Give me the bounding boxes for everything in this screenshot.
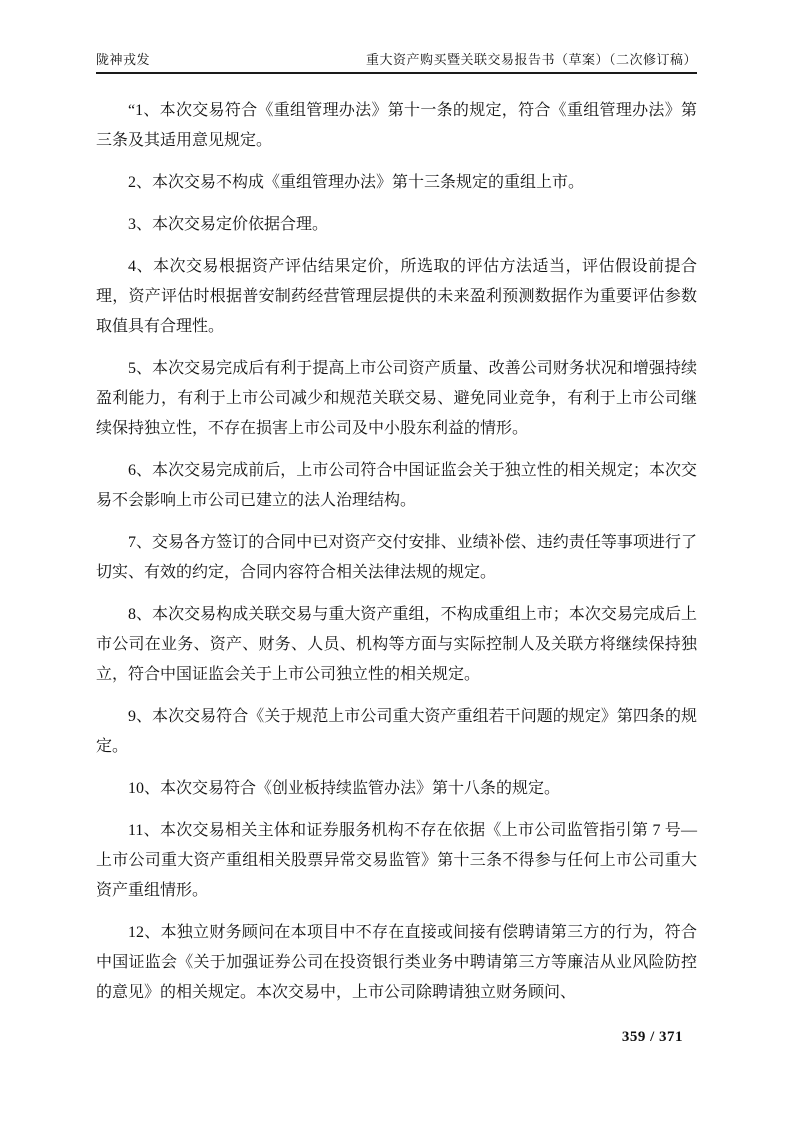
header-company-name: 陇神戎发 <box>96 52 151 67</box>
paragraph-7: 7、交易各方签订的合同中已对资产交付安排、业绩补偿、违约责任等事项进行了切实、有效的约定，合同内容符合相关法律法规的规定。 <box>96 534 697 581</box>
paragraph-3: 3、本次交易定价依据合理。 <box>128 216 329 233</box>
paragraph-5: 5、本次交易完成后有利于提高上市公司资产质量、改善公司财务状况和增强持续盈利能力，有利于上市公司减少和规范关联交易、避免同业竞争，有利于上市公司继续保持独立性，不存在损害上市公司及中小股东利益的情形。 <box>96 360 697 437</box>
paragraph-1: “1、本次交易符合《重组管理办法》第十一条的规定，符合《重组管理办法》第三条及其适用意见规定。 <box>96 102 697 149</box>
paragraph-11: 11、本次交易相关主体和证券服务机构不存在依据《上市公司监管指引第 7 号—上市公司重大资产重组相关股票异常交易监管》第十三条不得参与任何上市公司重大资产重组情形。 <box>96 822 697 899</box>
page-header <box>96 52 697 74</box>
paragraph-10: 10、本次交易符合《创业板持续监管办法》第十八条的规定。 <box>128 780 561 797</box>
paragraph-6: 6、本次交易完成前后，上市公司符合中国证监会关于独立性的相关规定；本次交易不会影响上市公司已建立的法人治理结构。 <box>96 462 697 509</box>
paragraph-8: 8、本次交易构成关联交易与重大资产重组，不构成重组上市；本次交易完成后上市公司在业务、资产、财务、人员、机构等方面与实际控制人及关联方将继续保持独立，符合中国证监会关于上市公司独立性的相关规定。 <box>96 606 697 683</box>
paragraph-4: 4、本次交易根据资产评估结果定价，所选取的评估方法适当，评估假设前提合理，资产评估时根据普安制药经营管理层提供的未来盈利预测数据作为重要评估参数取值具有合理性。 <box>96 258 697 335</box>
document-body <box>96 96 697 1020</box>
header-document-title: 重大资产购买暨关联交易报告书（草案）（二次修订稿） <box>365 52 697 67</box>
paragraph-12: 12、本独立财务顾问在本项目中不存在直接或间接有偿聘请第三方的行为，符合中国证监会《关于加强证券公司在投资银行类业务中聘请第三方等廉洁从业风险防控的意见》的相关规定。本次交易中，上市公司除聘请独立财务顾问、 <box>96 924 697 1001</box>
paragraph-2: 2、本次交易不构成《重组管理办法》第十三条规定的重组上市。 <box>128 174 585 191</box>
page-footer <box>622 1029 683 1046</box>
paragraph-9: 9、本次交易符合《关于规范上市公司重大资产重组若干问题的规定》第四条的规定。 <box>96 708 697 755</box>
page-number: 359 / 371 <box>621 1029 683 1045</box>
